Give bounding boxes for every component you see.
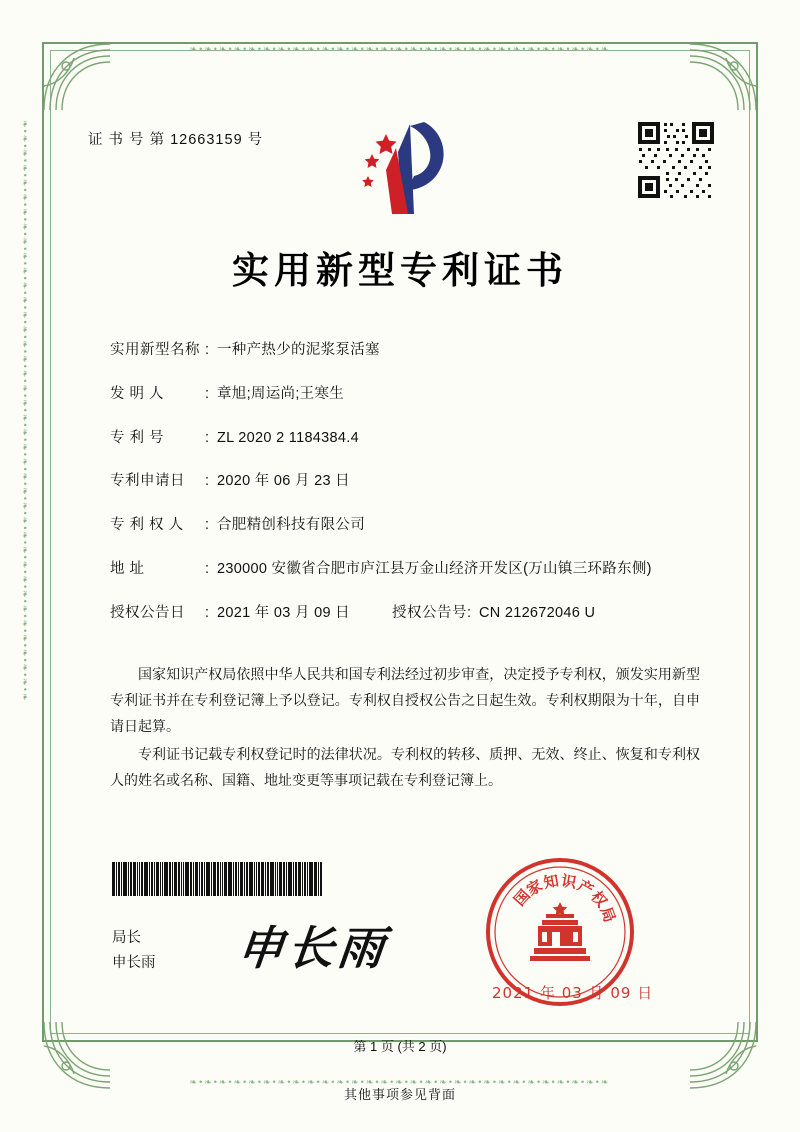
field-label: 实用新型名称 (110, 342, 200, 358)
field-row-patent-number (110, 428, 710, 450)
field-row-inventors (110, 384, 710, 406)
certificate-number: 证 书 号 第 12663159 号 (88, 132, 264, 148)
field-value: 章旭;周运尚;王寒生 (217, 385, 345, 402)
svg-text:国: 国 (510, 886, 534, 910)
corner-ornament-icon (40, 40, 114, 114)
field-list (110, 340, 710, 646)
field-value: 2021 年 03 月 09 日 (217, 604, 350, 621)
field-value-grant-number: CN 212672046 U (478, 604, 596, 621)
field-colon: : (205, 604, 210, 621)
field-label: 授权公告日 (110, 604, 185, 621)
field-value: 合肥精创科技有限公司 (217, 517, 365, 533)
field-label-grant-number: 授权公告号 (391, 604, 467, 621)
page-title: 实用新型专利证书 (232, 249, 568, 292)
field-colon: : (205, 429, 210, 446)
legal-paragraph: 国家知识产权局依照中华人民共和国专利法经过初步审查，决定授予专利权，颁发实用新型专利证书并在专利登记簿上予以登记。专利权自授权公告之日起生效。专利权期限为十年，自申请日起算。 (110, 667, 700, 735)
page-number: 第 1 页 (共 2 页) (353, 1039, 447, 1054)
footer-note: 其他事项参见背面 (343, 1087, 456, 1102)
corner-ornament-icon (686, 1018, 760, 1092)
field-row-name (110, 340, 710, 362)
field-colon: : (205, 342, 210, 358)
signature-name: 申长雨 (112, 955, 156, 971)
svg-text:知: 知 (542, 871, 561, 892)
field-colon: : (205, 517, 210, 533)
field-colon: : (205, 560, 210, 577)
field-label: 专 利 号 (110, 429, 165, 446)
seal-date: 2021 年 03 月 09 日 (492, 984, 654, 1002)
field-value: 230000 安徽省合肥市庐江县万金山经济开发区(万山镇三环路东侧) (217, 560, 652, 577)
border-ornament-right (759, 0, 770, 120)
field-colon: : (466, 604, 471, 621)
field-row-application-date (110, 471, 710, 493)
border-ornament-left: ❧•❧•❧•❧•❧•❧•❧•❧•❧•❧•❧•❧•❧•❧•❧•❧•❧•❧•❧•❧•❧•❧•❧•❧•❧•❧•❧•❧•❧•❧•❧•❧•❧•❧•❧•❧•❧•❧•❧•❧ (20, 120, 30, 703)
svg-text:家: 家 (523, 876, 546, 900)
legal-body-text (110, 662, 700, 796)
field-colon: : (205, 385, 210, 402)
svg-text:产: 产 (574, 876, 597, 900)
field-label: 发 明 人 (110, 385, 165, 402)
field-label: 专利申请日 (110, 473, 185, 490)
handwritten-signature: 申长雨 (234, 921, 391, 975)
svg-text:局: 局 (596, 904, 619, 925)
corner-ornament-icon (686, 40, 760, 114)
field-label: 专 利 权 人 (110, 517, 184, 533)
field-row-address (110, 559, 710, 581)
signature-title: 局长 (112, 930, 141, 946)
signature-block (112, 926, 156, 976)
field-colon: : (205, 473, 210, 490)
field-row-grant (110, 603, 710, 625)
legal-paragraph: 专利证书记载专利权登记时的法律状况。专利权的转移、质押、无效、终止、恢复和专利权人的姓名或名称、国籍、地址变更等事项记载在专利登记簿上。 (110, 747, 700, 789)
barcode-icon (112, 862, 412, 896)
border-ornament-bottom: ❧•❧•❧•❧•❧•❧•❧•❧•❧•❧•❧•❧•❧•❧•❧•❧•❧•❧•❧•❧•❧•❧•❧•❧•❧•❧•❧•❧•❧ (189, 1077, 611, 1087)
svg-text:权: 权 (587, 887, 611, 911)
field-value: 一种产热少的泥浆泵活塞 (217, 342, 380, 358)
field-label: 地 址 (110, 560, 145, 577)
field-row-patentee (110, 515, 710, 537)
field-value: ZL 2020 2 1184384.4 (217, 429, 359, 446)
border-ornament-top: ❧•❧•❧•❧•❧•❧•❧•❧•❧•❧•❧•❧•❧•❧•❧•❧•❧•❧•❧•❧•❧•❧•❧•❧•❧•❧•❧•❧•❧ (189, 44, 611, 54)
cnipa-logo-icon (352, 118, 462, 218)
field-value: 2020 年 06 月 23 日 (217, 473, 350, 490)
corner-ornament-icon (40, 1018, 114, 1092)
svg-text:识: 识 (559, 871, 578, 892)
qr-code-icon (636, 120, 716, 200)
